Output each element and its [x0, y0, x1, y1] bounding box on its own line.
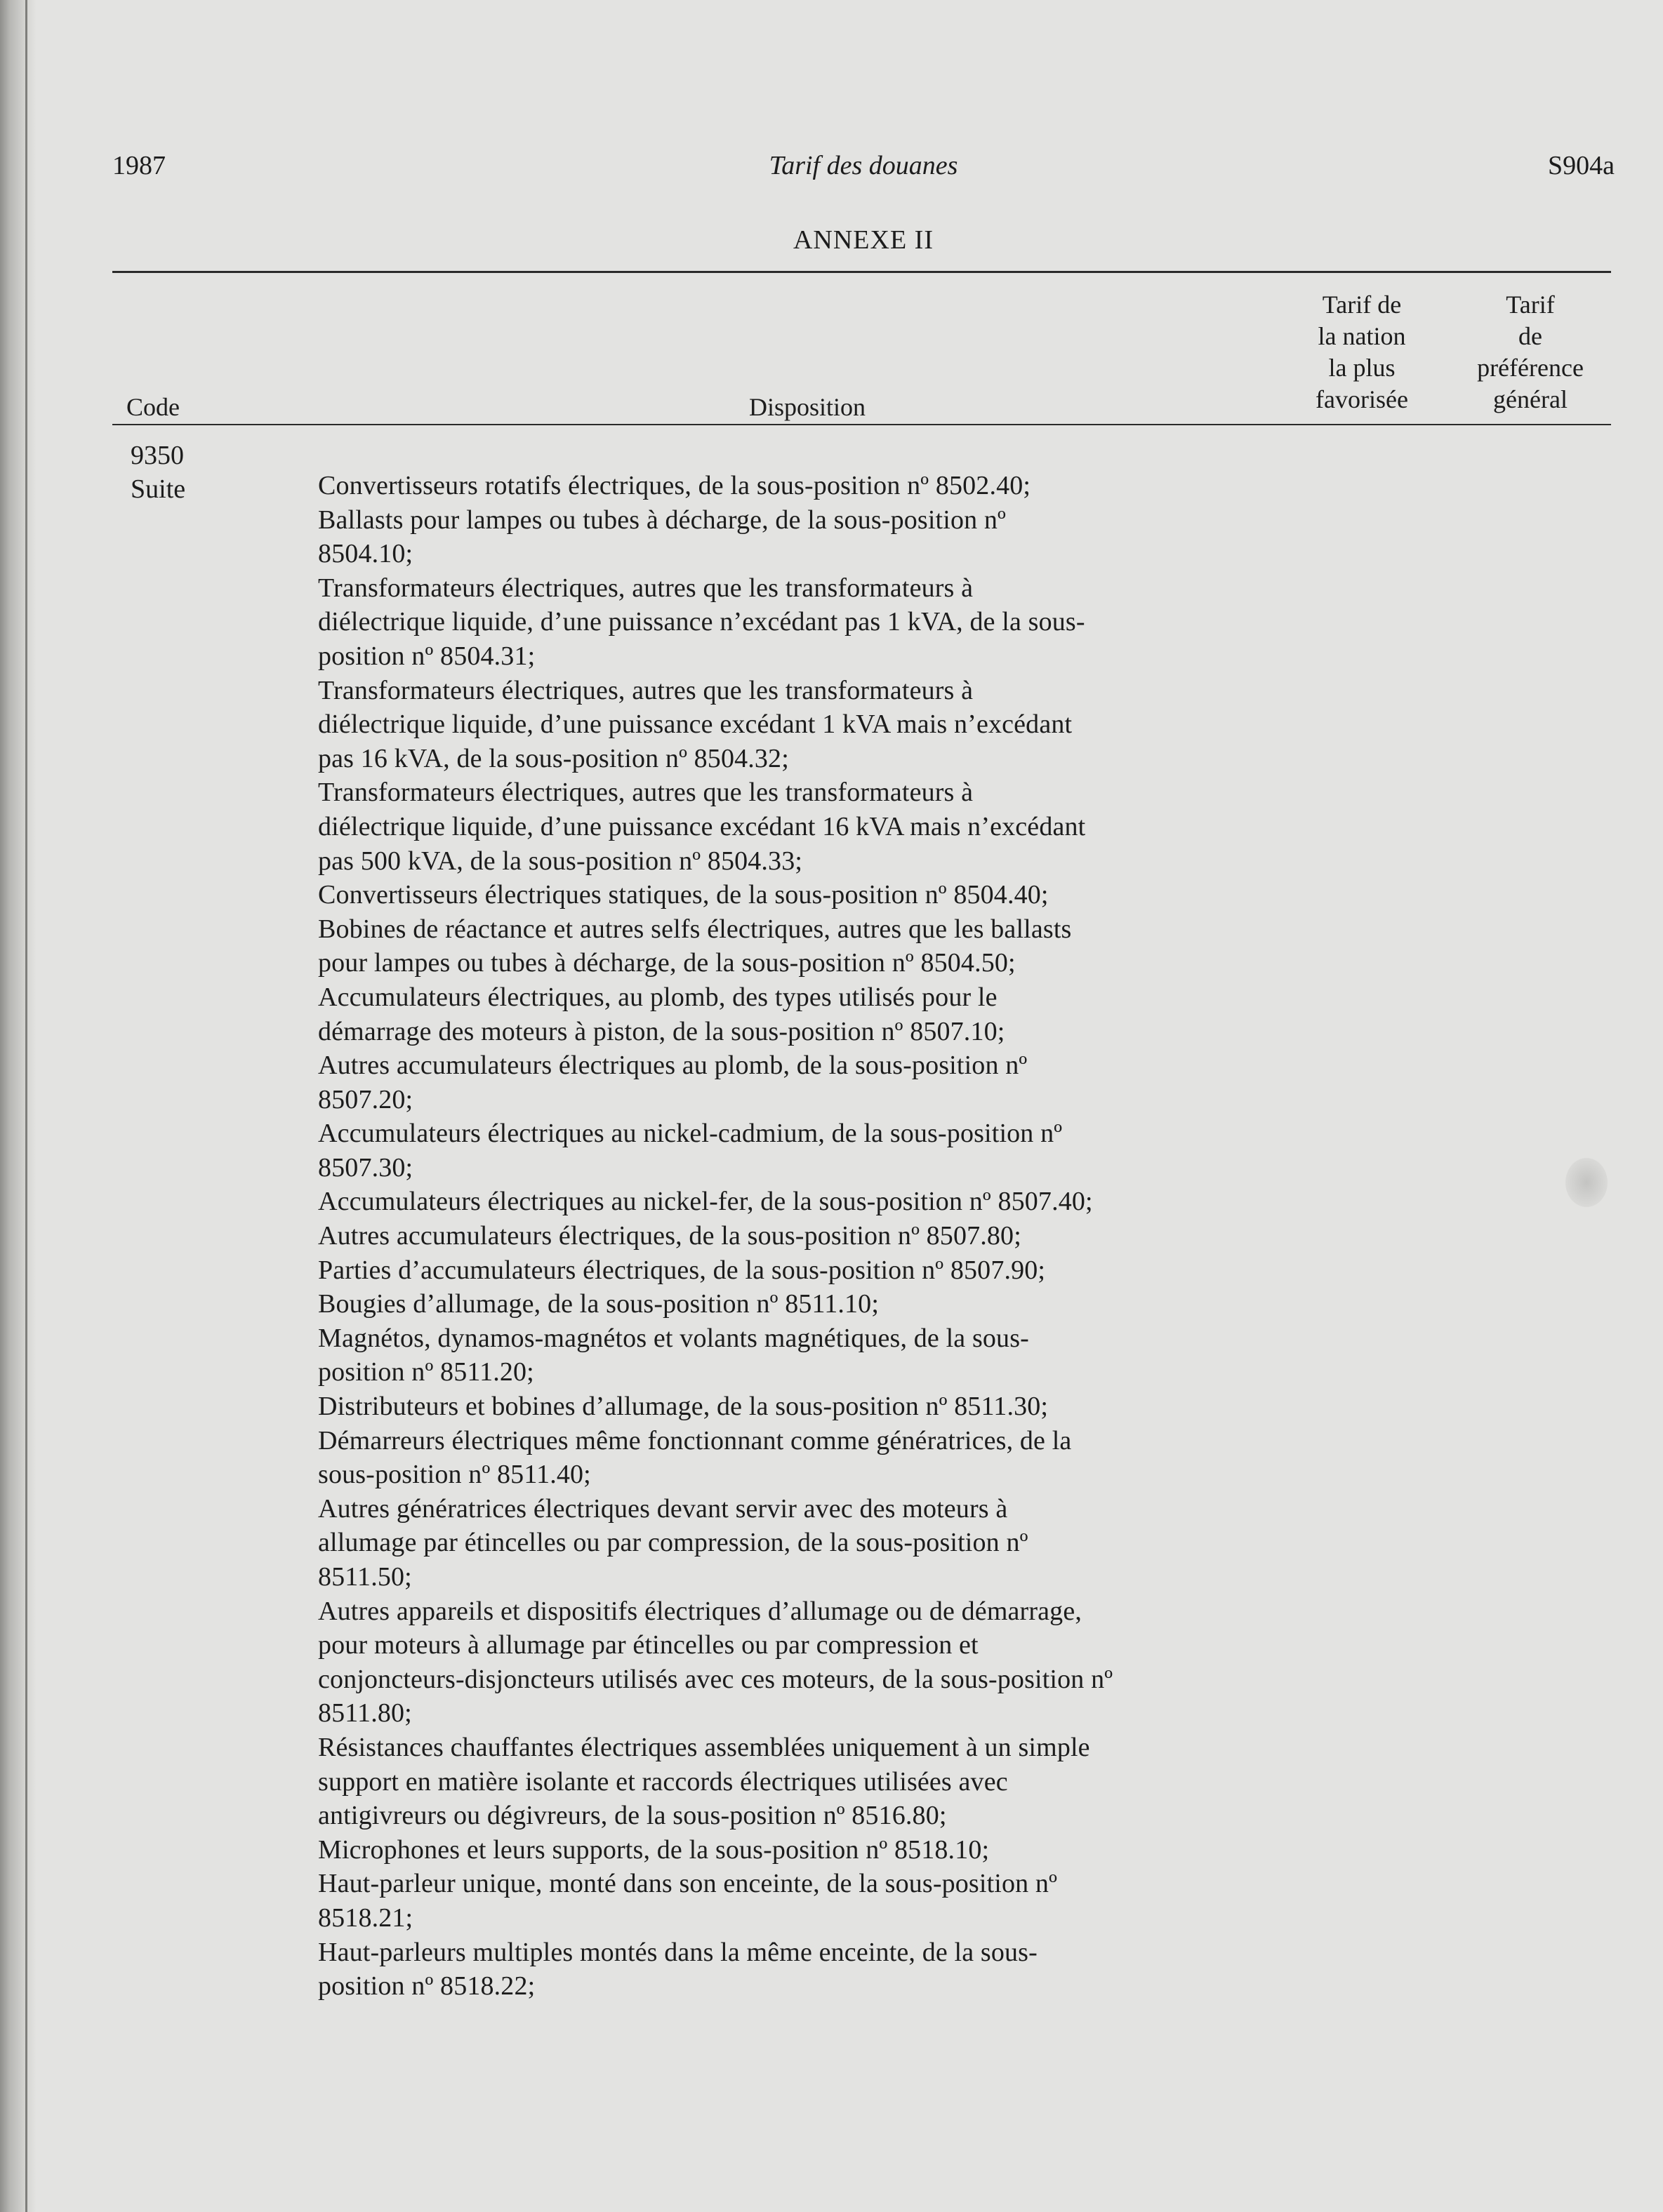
- provision-line: Transformateurs électriques, autres que les transformateurs à: [318, 675, 974, 705]
- header-code: Code: [126, 393, 180, 421]
- provision-line: position nº 8518.22;: [318, 1971, 536, 2001]
- table-top-rule: [112, 271, 1611, 273]
- provision-line: Autres génératrices électriques devant servir avec des moteurs à: [318, 1493, 1008, 1524]
- provision-line: Bougies d’allumage, de la sous-position nº 8511.10;: [318, 1289, 880, 1319]
- provision-line: Convertisseurs électriques statiques, de la sous-position nº 8504.40;: [318, 880, 1049, 910]
- provision-line: Accumulateurs électriques au nickel-cadmium, de la sous-position nº: [318, 1119, 1063, 1149]
- provision-line: pour lampes ou tubes à décharge, de la sous-position nº 8504.50;: [318, 948, 1016, 978]
- provision-line: antigivreurs ou dégivreurs, de la sous-position nº 8516.80;: [318, 1801, 947, 1831]
- provision-line: Démarreurs électriques même fonctionnant comme génératrices, de la: [318, 1425, 1072, 1455]
- header-mfn-tariff: Tarif de la nation la plus favorisée: [1316, 291, 1408, 413]
- provision-line: 8507.30;: [318, 1152, 413, 1182]
- provision-line: Autres accumulateurs électriques, de la sous-position nº 8507.80;: [318, 1221, 1021, 1251]
- provision-line: Microphones et leurs supports, de la sous-position nº 8518.10;: [318, 1834, 990, 1865]
- provision-line: Ballasts pour lampes ou tubes à décharge, de la sous-position nº: [318, 505, 1006, 535]
- binding-line: [25, 0, 27, 2212]
- provision-line: Parties d’accumulateurs électriques, de la sous-position nº 8507.90;: [318, 1255, 1046, 1285]
- provision-line: démarrage des moteurs à piston, de la sous-position nº 8507.10;: [318, 1016, 1005, 1046]
- provision-line: Accumulateurs électriques au nickel-fer, de la sous-position nº 8507.40;: [318, 1187, 1093, 1217]
- provision-line: 8504.10;: [318, 539, 413, 569]
- provision-line: 8511.50;: [318, 1562, 412, 1592]
- paper-speck: [1565, 1158, 1608, 1207]
- provision-line: Magnétos, dynamos-magnétos et volants magnétiques, de la sous-: [318, 1323, 1029, 1353]
- provision-line: Accumulateurs électriques, au plomb, des types utilisés pour le: [318, 982, 998, 1012]
- provision-text: [318, 469, 1252, 2004]
- page-binding-shadow: [0, 0, 37, 2212]
- annex-title: ANNEXE II: [793, 225, 934, 255]
- provision-line: position nº 8504.31;: [318, 641, 536, 671]
- provision-line: position nº 8511.20;: [318, 1357, 534, 1387]
- header-provision: Disposition: [748, 393, 866, 421]
- provision-line: 8507.20;: [318, 1084, 413, 1114]
- running-head-title: Tarif des douanes: [769, 151, 958, 180]
- provision-line: Bobines de réactance et autres selfs électriques, autres que les ballasts: [318, 914, 1072, 944]
- provision-line: Transformateurs électriques, autres que les transformateurs à: [318, 573, 974, 603]
- provision-line: Transformateurs électriques, autres que les transformateurs à: [318, 778, 974, 808]
- provision-line: pas 500 kVA, de la sous-position nº 8504.33;: [318, 846, 803, 876]
- provision-line: conjoncteurs-disjoncteurs utilisés avec ces moteurs, de la sous-position nº: [318, 1664, 1113, 1694]
- provision-line: allumage par étincelles ou par compression, de la sous-position nº: [318, 1528, 1028, 1558]
- provision-line: sous-position nº 8511.40;: [318, 1460, 591, 1490]
- entry-continuation: Suite: [131, 474, 186, 504]
- provision-line: Distributeurs et bobines d’allumage, de la sous-position nº 8511.30;: [318, 1392, 1049, 1422]
- provision-line: diélectrique liquide, d’une puissance excédant 16 kVA mais n’excédant: [318, 811, 1086, 841]
- provision-line: Haut-parleurs multiples montés dans la même enceinte, de la sous-: [318, 1937, 1038, 1967]
- provision-line: 8511.80;: [318, 1698, 412, 1728]
- header-gpt-tariff: Tarif de préférence général: [1477, 291, 1584, 413]
- provision-line: Haut-parleur unique, monté dans son enceinte, de la sous-position nº: [318, 1869, 1058, 1899]
- provision-line: Convertisseurs rotatifs électriques, de la sous-position nº 8502.40;: [318, 471, 1031, 500]
- provision-line: 8518.21;: [318, 1903, 413, 1933]
- running-head: [112, 150, 1615, 187]
- header-bottom-rule: [112, 424, 1611, 425]
- provision-line: support en matière isolante et raccords électriques utilisées avec: [318, 1766, 1008, 1797]
- running-head-year: 1987: [112, 151, 166, 180]
- running-head-code: S904a: [1548, 151, 1615, 180]
- provision-line: Résistances chauffantes électriques assemblées uniquement à un simple: [318, 1732, 1090, 1762]
- entry-code-column: [131, 439, 185, 506]
- provision-line: pas 16 kVA, de la sous-position nº 8504.32;: [318, 743, 789, 773]
- provision-line: diélectrique liquide, d’une puissance excédant 1 kVA mais n’excédant: [318, 709, 1073, 740]
- provision-line: Autres appareils et dispositifs électriques d’allumage ou de démarrage,: [318, 1596, 1082, 1626]
- provision-line: Autres accumulateurs électriques au plomb, de la sous-position nº: [318, 1051, 1028, 1081]
- provision-line: pour moteurs à allumage par étincelles ou par compression et: [318, 1630, 979, 1660]
- entry-code: 9350: [131, 441, 184, 470]
- provision-line: diélectrique liquide, d’une puissance n’excédant pas 1 kVA, de la sous-: [318, 607, 1085, 637]
